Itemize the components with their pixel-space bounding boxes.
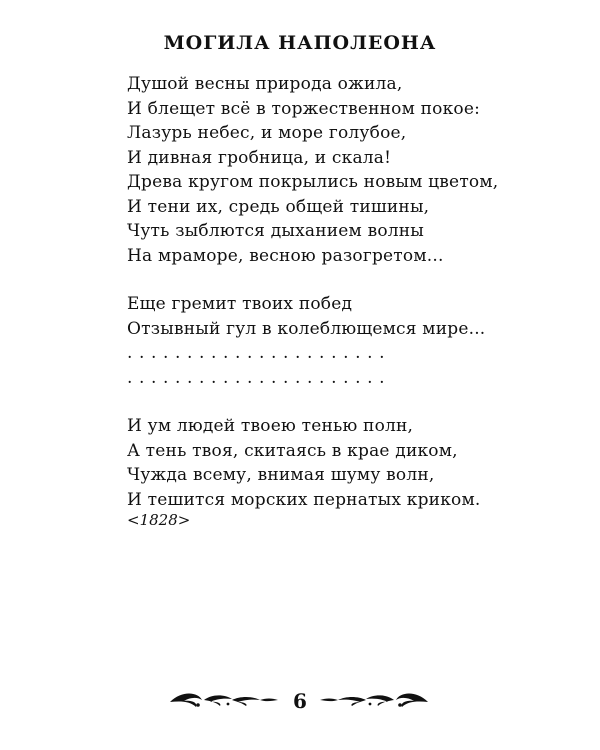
verse-line: И тени их, средь общей тишины, (127, 196, 430, 217)
verse-line: Отзывный гул в колеблющемся мире... (127, 318, 486, 339)
stanza-1 (127, 72, 587, 268)
verse-line: Лазурь небес, и море голубое, (127, 123, 407, 143)
verse-line: Душой весны природа ожила, (127, 74, 403, 94)
poem-date: <1828> (127, 511, 191, 529)
verse-line: А тень твоя, скитаясь в крае диком, (127, 440, 458, 461)
stanza-gap (127, 390, 587, 414)
verse-line: И тешится морских пернатых криком. (127, 489, 481, 510)
verse-line: И дивная гробница, и скала! (127, 147, 392, 168)
stanza-2 (127, 292, 587, 390)
flourish-ornament-icon (318, 688, 430, 712)
verse-line: Чужда всему, внимая шуму волн, (127, 465, 435, 485)
omission-dots: ...................... (127, 367, 392, 388)
poem-body (127, 72, 587, 512)
flourish-ornament-icon (168, 688, 280, 712)
verse-line: Древа кругом покрылись новым цветом, (127, 172, 499, 192)
stanza-gap (127, 268, 587, 292)
page-footer (0, 684, 600, 724)
verse-line: И ум людей твоею тенью полн, (127, 416, 414, 436)
verse-line: И блещет всё в торжественном покое: (127, 98, 481, 119)
verse-line: Еще гремит твоих побед (127, 294, 353, 314)
poem-title: МОГИЛА НАПОЛЕОНА (163, 32, 437, 54)
page-number: 6 (293, 689, 307, 713)
verse-line: На мраморе, весною разогретом... (127, 245, 444, 266)
stanza-3 (127, 414, 587, 512)
verse-line: Чуть зыблются дыханием волны (127, 221, 425, 241)
omission-dots: ...................... (127, 343, 392, 363)
